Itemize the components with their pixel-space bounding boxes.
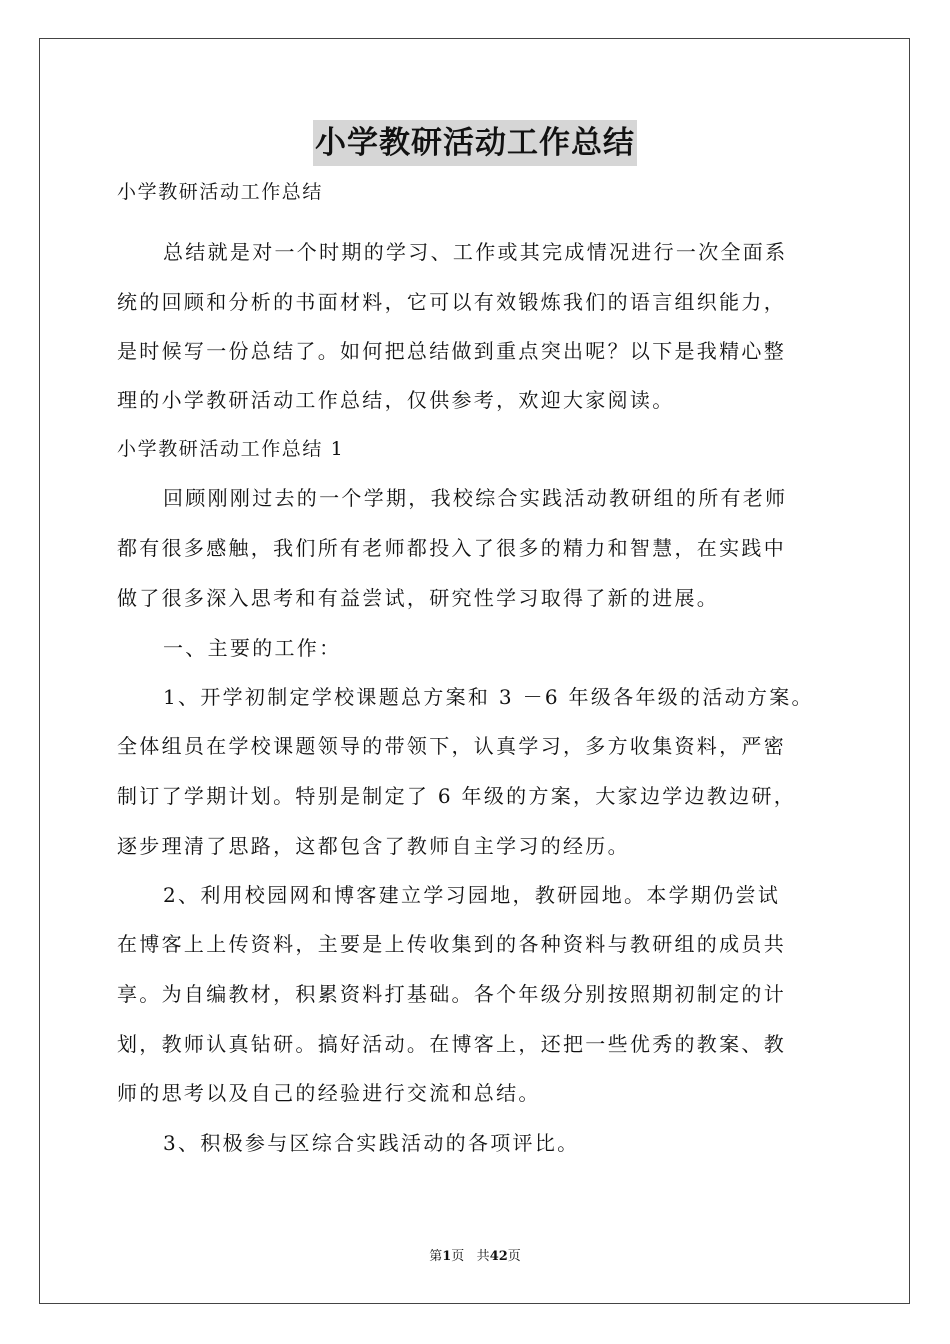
paragraph-line: 享。为自编教材，积累资料打基础。各个年级分别按照期初制定的计 <box>117 982 786 1006</box>
paragraph-line: 回顾刚刚过去的一个学期，我校综合实践活动教研组的所有老师 <box>163 486 788 510</box>
paragraph-line: 理的小学教研活动工作总结，仅供参考，欢迎大家阅读。 <box>117 388 675 412</box>
footer-page-number: 1 <box>442 1249 452 1264</box>
paragraph-line: 1、开学初制定学校课题总方案和 3 －6 年级各年级的活动方案。 <box>163 685 814 709</box>
paragraph-line: 3、积极参与区综合实践活动的各项评比。 <box>163 1131 580 1155</box>
document-title: 小学教研活动工作总结 <box>313 120 637 166</box>
paragraph-line: 2、利用校园网和博客建立学习园地，教研园地。本学期仍尝试 <box>163 883 781 907</box>
footer-total-prefix: 共 <box>476 1249 490 1264</box>
paragraph-line: 全体组员在学校课题领导的带领下，认真学习，多方收集资料，严密 <box>117 734 786 758</box>
section-heading: 小学教研活动工作总结 1 <box>117 438 345 460</box>
footer-prefix: 第 <box>429 1249 443 1264</box>
paragraph-line: 在博客上上传资料，主要是上传收集到的各种资料与教研组的成员共 <box>117 932 786 956</box>
paragraph-line: 做了很多深入思考和有益尝试，研究性学习取得了新的进展。 <box>117 586 720 610</box>
section-heading: 小学教研活动工作总结 <box>117 181 324 203</box>
paragraph-line: 统的回顾和分析的书面材料，它可以有效锻炼我们的语言组织能力， <box>117 290 786 314</box>
document-title-wrap <box>0 120 950 166</box>
paragraph-line: 一、主要的工作： <box>163 636 342 660</box>
footer-total-pages: 42 <box>489 1249 508 1264</box>
paragraph-line: 划，教师认真钻研。搞好活动。在博客上，还把一些优秀的教案、教 <box>117 1032 786 1056</box>
page-border <box>39 38 910 1304</box>
paragraph-line: 师的思考以及自己的经验进行交流和总结。 <box>117 1081 541 1105</box>
paragraph-line: 是时候写一份总结了。如何把总结做到重点突出呢？以下是我精心整 <box>117 339 786 363</box>
paragraph-line: 总结就是对一个时期的学习、工作或其完成情况进行一次全面系 <box>163 240 788 264</box>
paragraph-line: 制订了学期计划。特别是制定了 6 年级的方案，大家边学边教边研， <box>117 784 797 808</box>
footer-page-suffix: 页 <box>451 1249 465 1264</box>
footer-total-suffix: 页 <box>507 1249 521 1264</box>
paragraph-line: 都有很多感触，我们所有老师都投入了很多的精力和智慧，在实践中 <box>117 536 786 560</box>
paragraph-line: 逐步理清了思路，这都包含了教师自主学习的经历。 <box>117 834 630 858</box>
page-footer <box>0 1248 950 1266</box>
